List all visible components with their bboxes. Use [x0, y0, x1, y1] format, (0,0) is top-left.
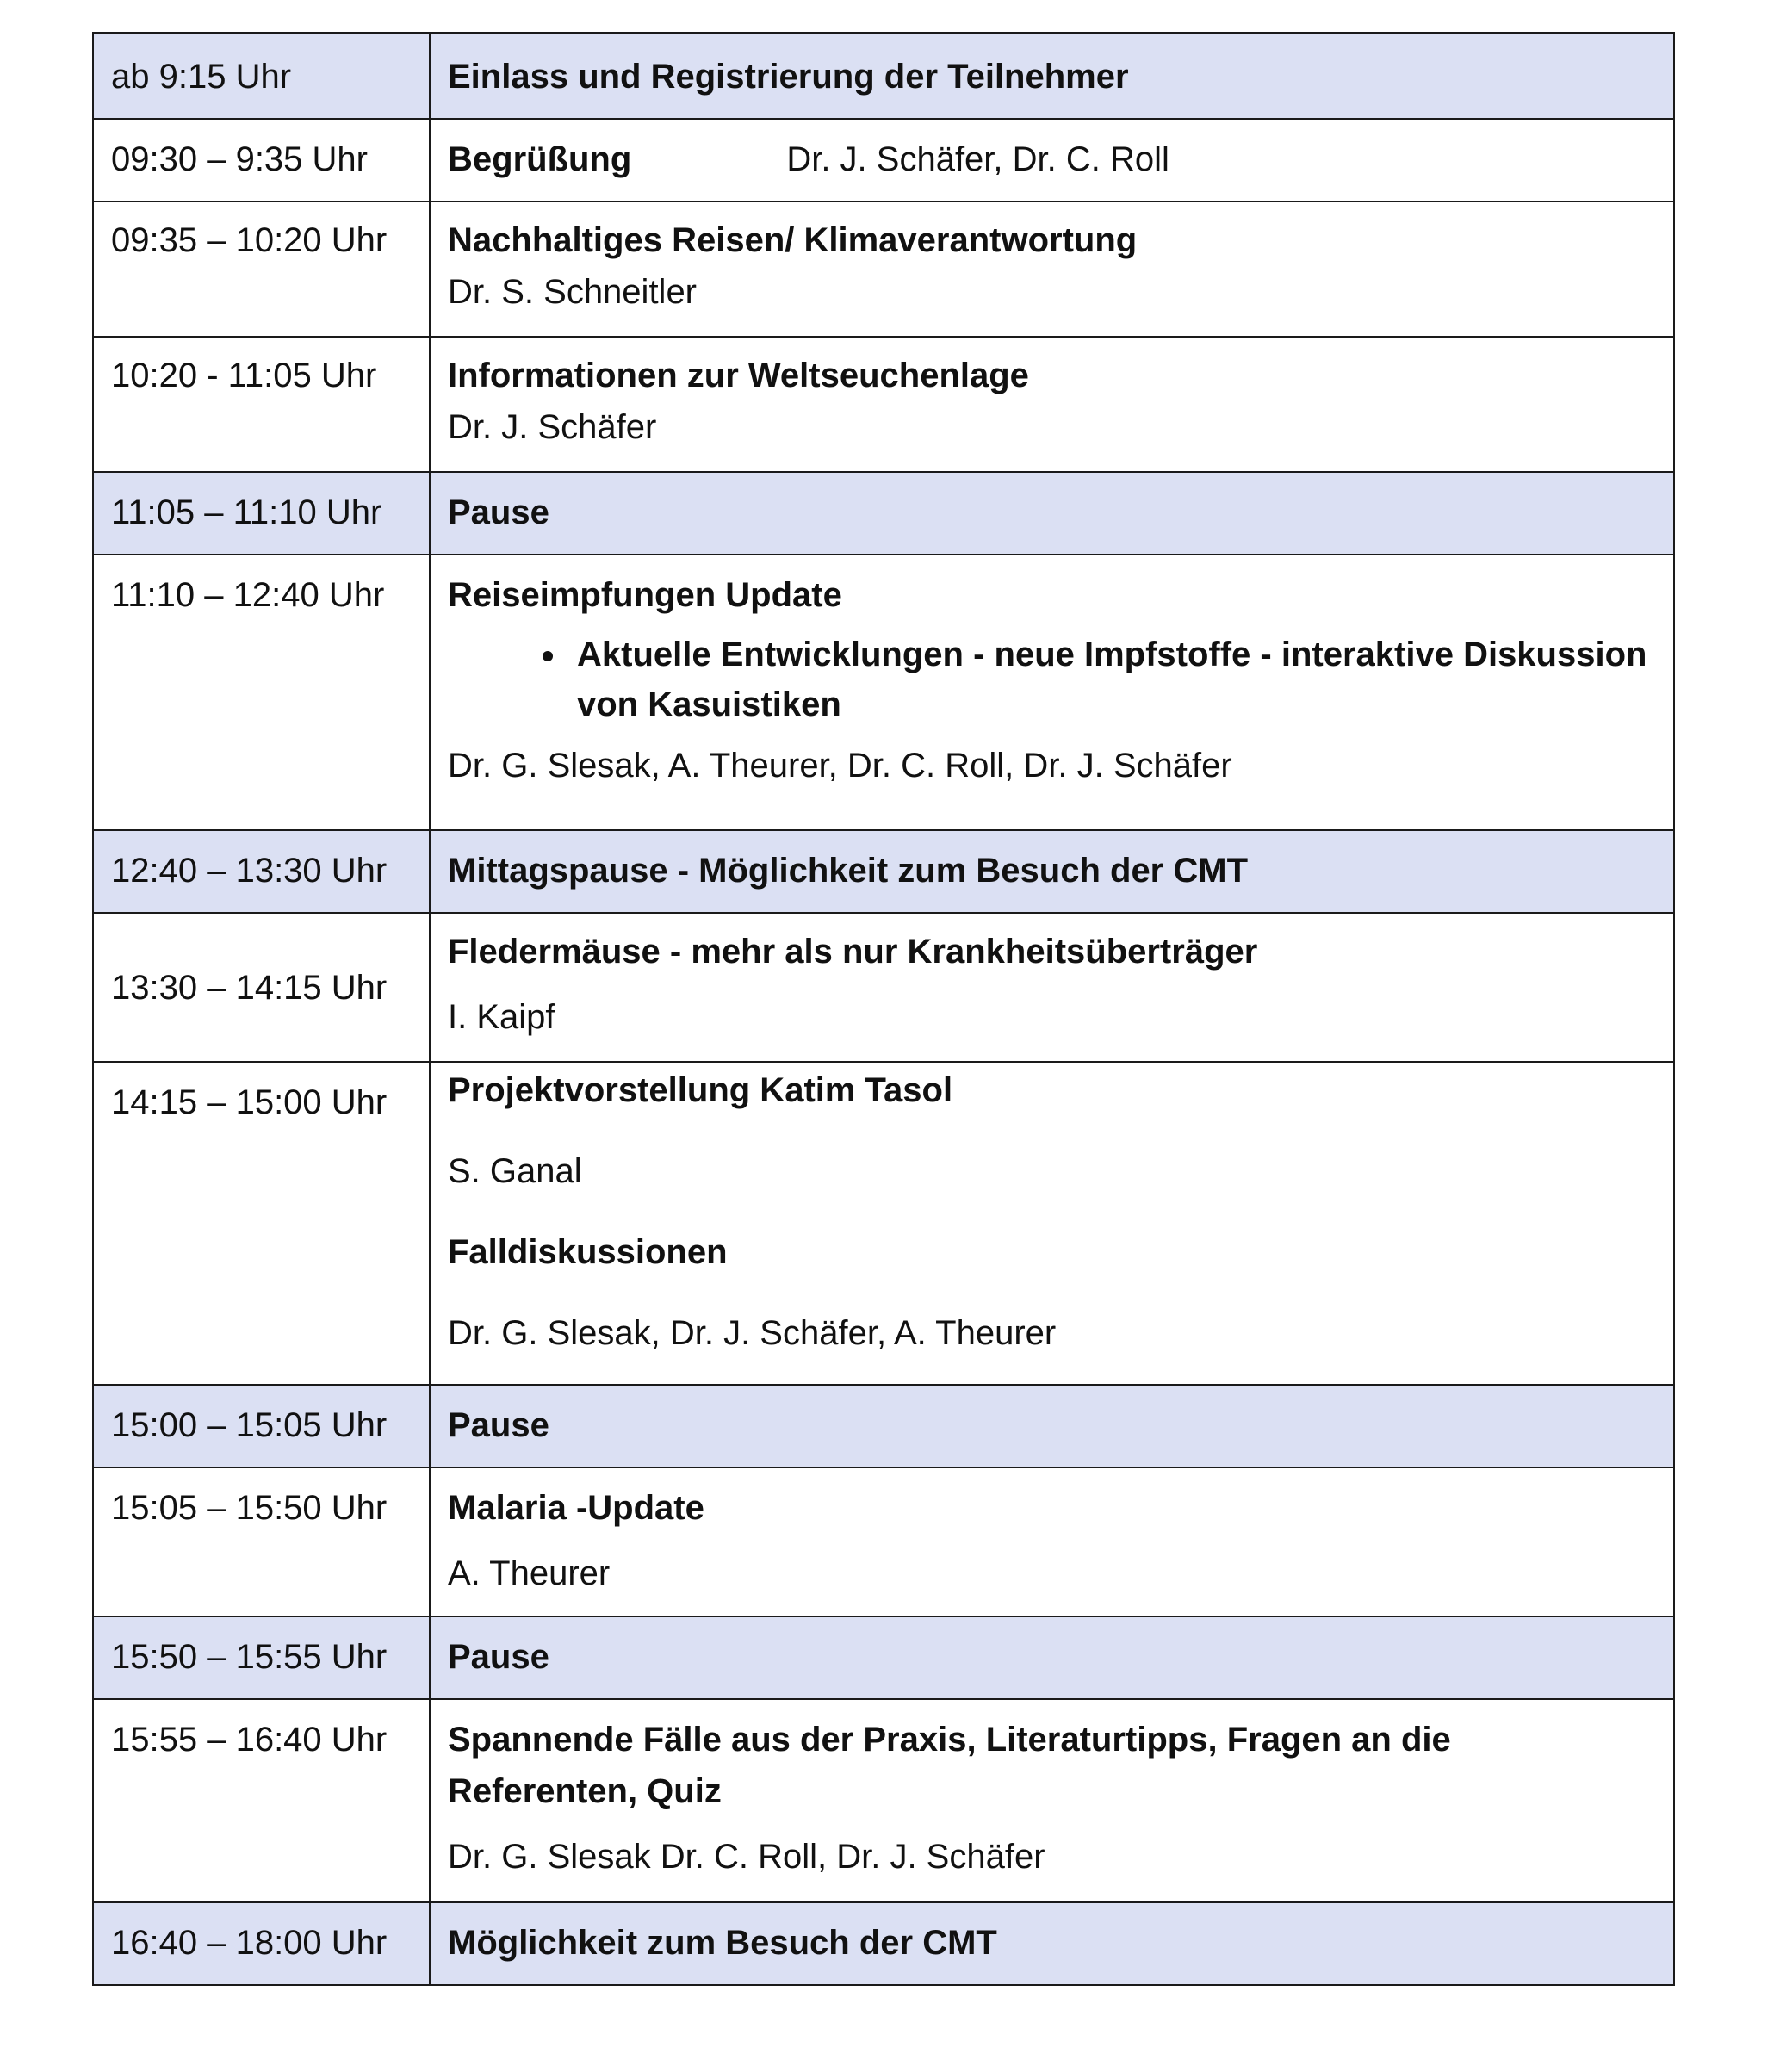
session-title: Pause	[448, 1406, 549, 1444]
session-cell	[430, 555, 1674, 830]
session-cell	[430, 1616, 1674, 1699]
session-title: Informationen zur Weltseuchenlage	[448, 357, 1029, 394]
topic-bullet: • Aktuelle Entwicklungen - neue Impfstoffe - interaktive Diskussion von Kasuistiken	[568, 630, 1656, 729]
time-label: 10:20 - 11:05 Uhr	[111, 357, 377, 394]
session-cell	[430, 119, 1674, 202]
agenda-row	[93, 1699, 1674, 1902]
session-cell	[430, 1385, 1674, 1467]
time-label: 11:05 – 11:10 Uhr	[111, 493, 382, 531]
session-speakers: Dr. J. Schäfer	[448, 408, 657, 446]
time-label: 14:15 – 15:00 Uhr	[111, 1083, 388, 1121]
session-title: Reiseimpfungen Update	[448, 576, 842, 614]
session-cell	[430, 913, 1674, 1062]
time-label: 15:50 – 15:55 Uhr	[111, 1638, 388, 1676]
time-cell	[93, 33, 430, 119]
time-cell	[93, 1616, 430, 1699]
time-label: ab 9:15 Uhr	[111, 58, 292, 96]
session-cell	[430, 202, 1674, 337]
session-title: Mittagspause - Möglichkeit zum Besuch der CMT	[448, 852, 1249, 890]
time-cell	[93, 1385, 430, 1467]
session-cell	[430, 1062, 1674, 1385]
session-title: Spannende Fälle aus der Praxis, Literaturtipps, Fragen an die Referenten, Quiz	[448, 1721, 1451, 1810]
agenda-row	[93, 1616, 1674, 1699]
time-cell	[93, 1699, 430, 1902]
session-title: Malaria -Update	[448, 1489, 704, 1527]
session-cell	[430, 1902, 1674, 1985]
session-speakers: Dr. S. Schneitler	[448, 273, 698, 311]
session-speakers: Dr. G. Slesak, A. Theurer, Dr. C. Roll, Dr. J. Schäfer	[448, 747, 1232, 785]
session-title: Begrüßung	[448, 140, 632, 178]
agenda-row	[93, 830, 1674, 913]
time-label: 09:35 – 10:20 Uhr	[111, 221, 388, 259]
session-speakers: I. Kaipf	[448, 998, 555, 1036]
agenda-row	[93, 1902, 1674, 1985]
session-title: Pause	[448, 1638, 549, 1676]
time-cell	[93, 337, 430, 472]
session-title: Fledermäuse - mehr als nur Krankheitsüberträger	[448, 933, 1258, 971]
time-label: 13:30 – 14:15 Uhr	[111, 968, 388, 1007]
agenda-row	[93, 472, 1674, 555]
time-cell	[93, 202, 430, 337]
time-label: 09:30 – 9:35 Uhr	[111, 140, 368, 178]
session-cell	[430, 830, 1674, 913]
session-title: Pause	[448, 493, 549, 531]
session-speakers: A. Theurer	[448, 1554, 611, 1592]
time-label: 12:40 – 13:30 Uhr	[111, 852, 388, 890]
time-cell	[93, 472, 430, 555]
time-cell	[93, 119, 430, 202]
time-cell	[93, 913, 430, 1062]
session-cell	[430, 1467, 1674, 1616]
topic-list	[448, 630, 1656, 729]
time-label: 15:00 – 15:05 Uhr	[111, 1406, 388, 1444]
time-label: 15:55 – 16:40 Uhr	[111, 1721, 388, 1759]
time-cell	[93, 1902, 430, 1985]
agenda-row	[93, 1467, 1674, 1616]
session-speakers: Dr. J. Schäfer, Dr. C. Roll	[786, 140, 1169, 178]
session-speakers-secondary: Dr. G. Slesak, Dr. J. Schäfer, A. Theurer	[448, 1314, 1057, 1352]
time-cell	[93, 830, 430, 913]
session-speakers: S. Ganal	[448, 1152, 582, 1190]
agenda-row	[93, 913, 1674, 1062]
agenda-row	[93, 33, 1674, 119]
agenda-row	[93, 555, 1674, 830]
session-title-secondary: Falldiskussionen	[448, 1233, 728, 1271]
time-cell	[93, 1467, 430, 1616]
agenda-table	[92, 32, 1675, 1986]
session-title: Projektvorstellung Katim Tasol	[448, 1071, 953, 1109]
session-speakers: Dr. G. Slesak Dr. C. Roll, Dr. J. Schäfer	[448, 1838, 1045, 1876]
session-cell	[430, 472, 1674, 555]
agenda-row	[93, 337, 1674, 472]
session-cell	[430, 337, 1674, 472]
session-title: Nachhaltiges Reisen/ Klimaverantwortung	[448, 221, 1138, 259]
time-cell	[93, 1062, 430, 1385]
time-cell	[93, 555, 430, 830]
time-label: 16:40 – 18:00 Uhr	[111, 1924, 388, 1962]
session-cell	[430, 33, 1674, 119]
session-title: Einlass und Registrierung der Teilnehmer	[448, 58, 1129, 96]
agenda-row	[93, 202, 1674, 337]
session-title: Möglichkeit zum Besuch der CMT	[448, 1924, 997, 1962]
time-label: 15:05 – 15:50 Uhr	[111, 1489, 388, 1527]
agenda-row	[93, 1385, 1674, 1467]
agenda-row	[93, 119, 1674, 202]
session-cell	[430, 1699, 1674, 1902]
agenda-row	[93, 1062, 1674, 1385]
time-label: 11:10 – 12:40 Uhr	[111, 576, 385, 614]
